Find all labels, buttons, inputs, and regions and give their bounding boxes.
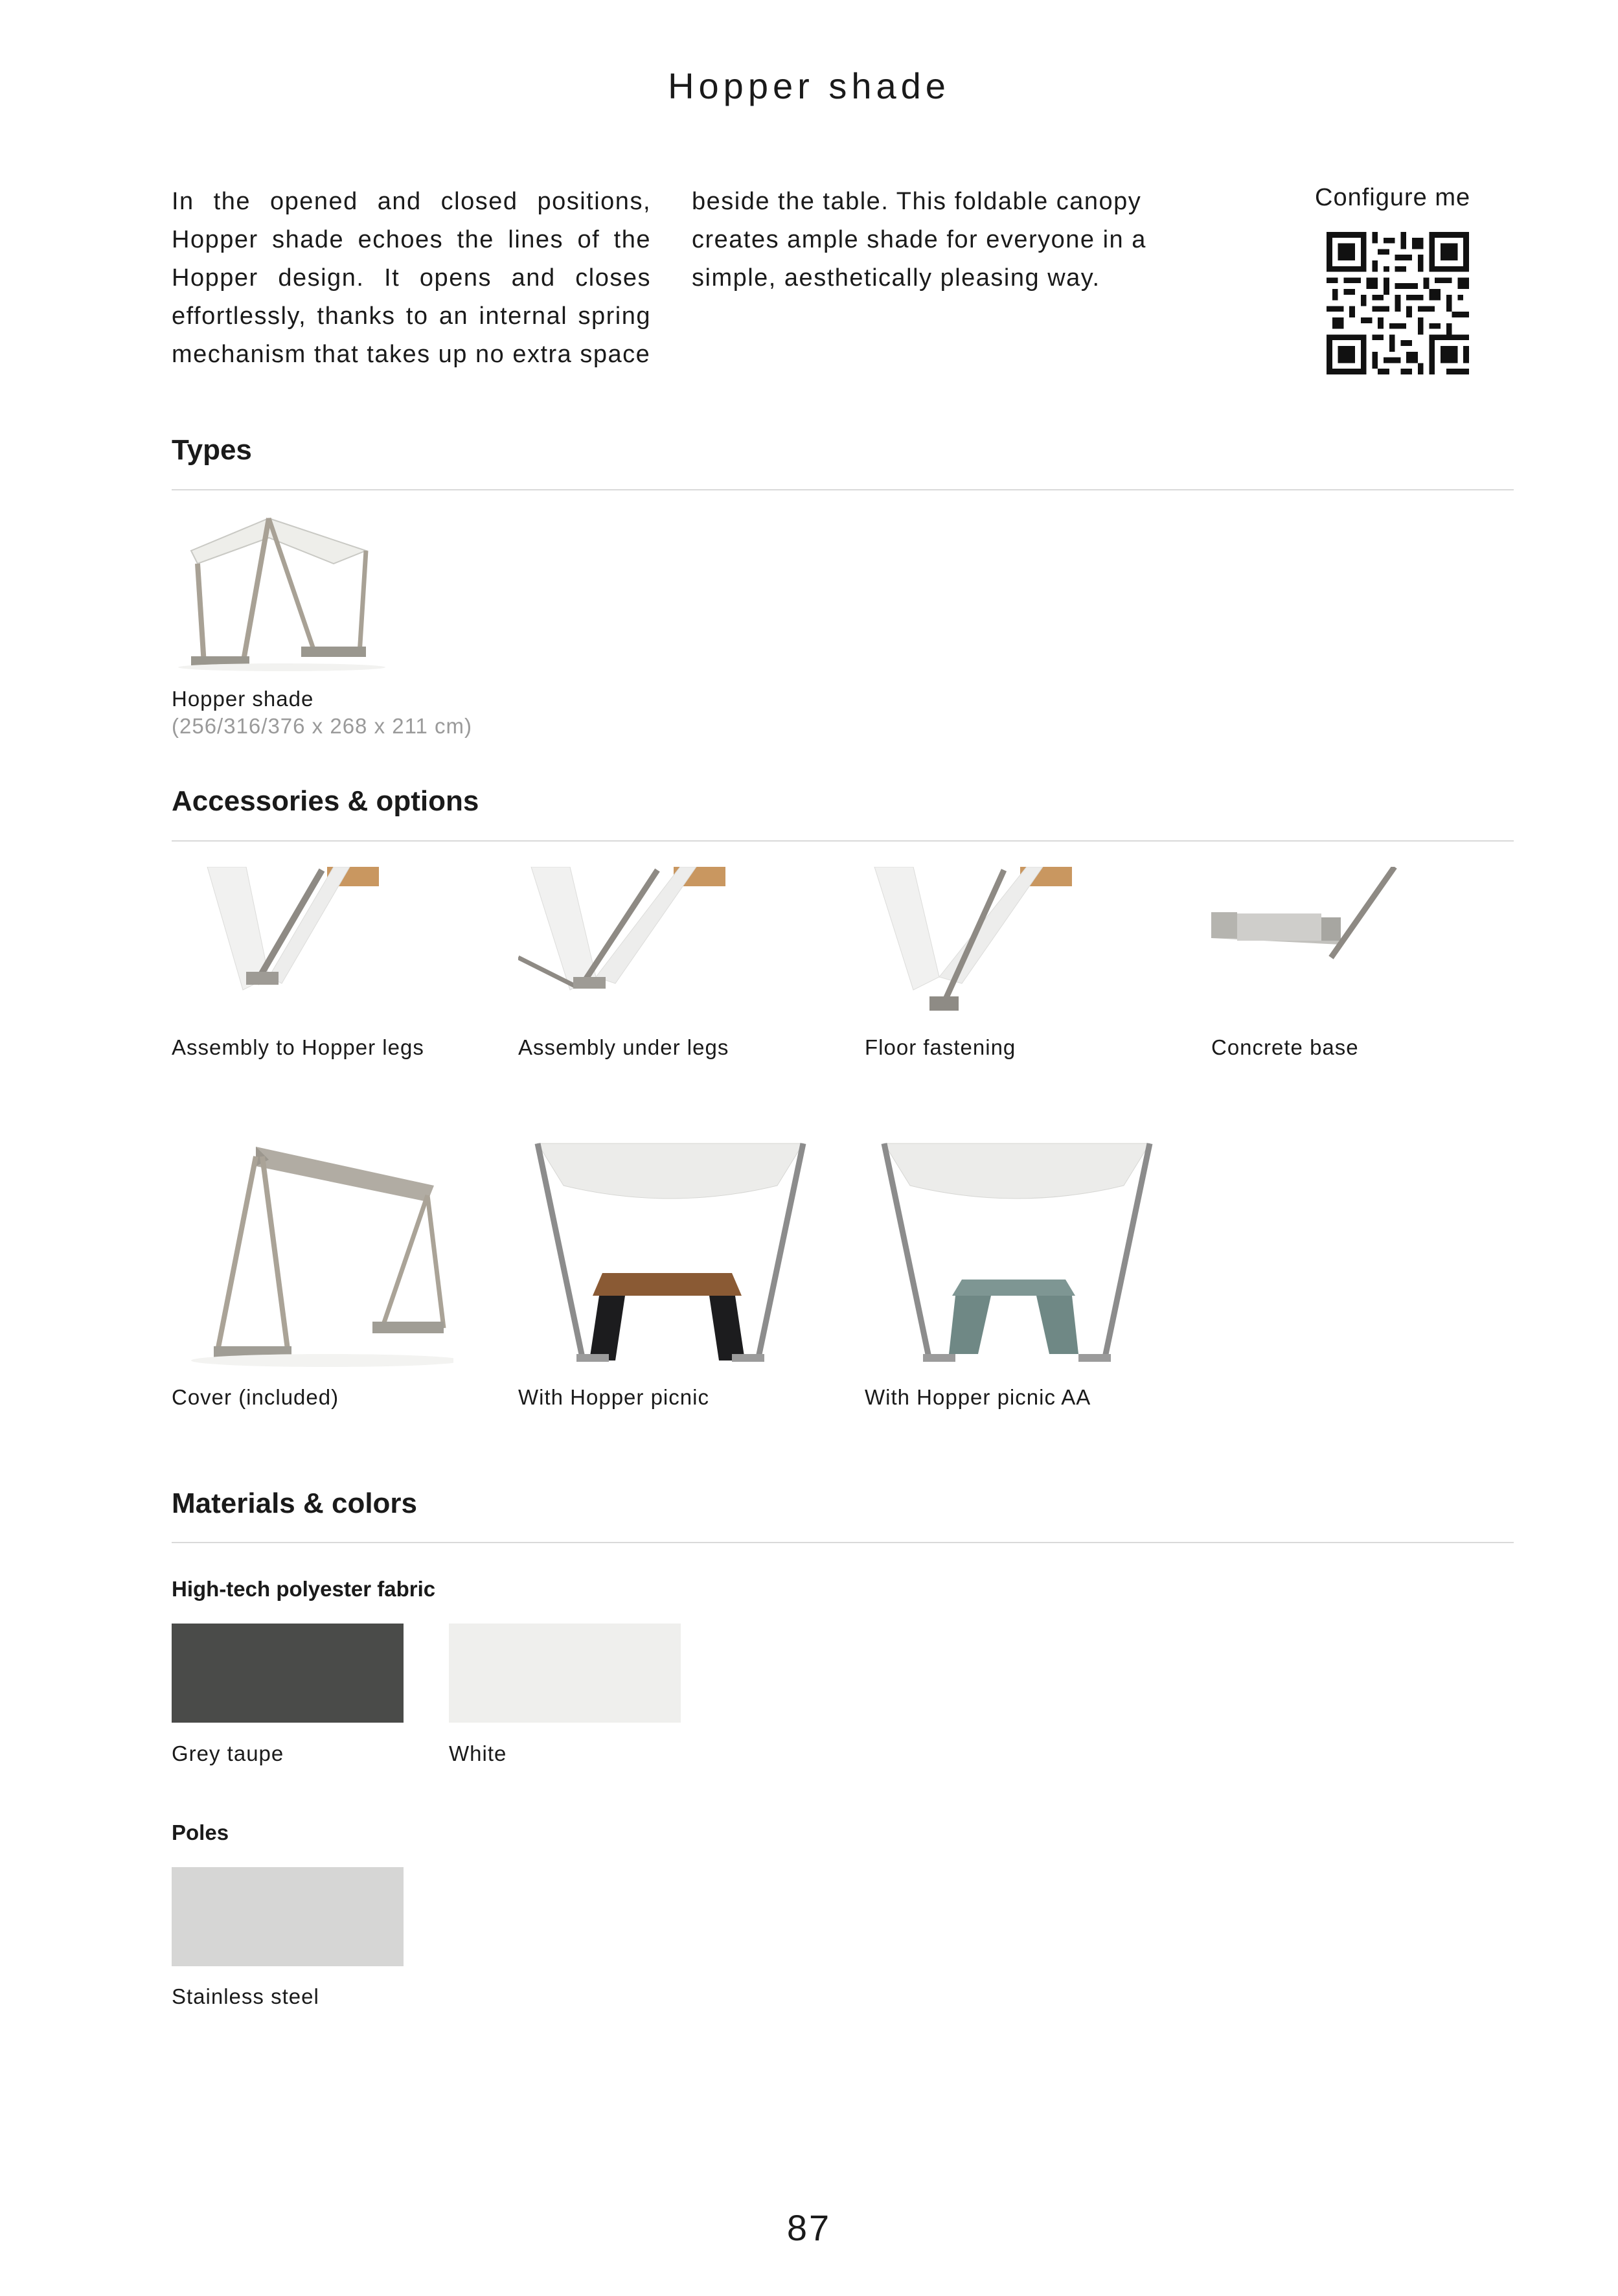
type-name: Hopper shade <box>172 687 314 711</box>
accessory-label: Assembly to Hopper legs <box>172 1035 424 1059</box>
type-dimensions: (256/316/376 x 268 x 211 cm) <box>172 714 472 738</box>
swatch-label: Stainless steel <box>172 1984 319 2008</box>
page-title: Hopper shade <box>668 65 950 106</box>
intro-text-column-1: In the opened and closed positions, Hopper shade echoes the lines of the Hopper design. It opens and closes effortlessly, thanks to an internal spring mechanism that takes up no extra space <box>172 188 651 368</box>
swatch-stainless-steel[interactable] <box>172 1867 404 1966</box>
swatch-grey-taupe[interactable] <box>172 1624 404 1723</box>
intro-text-column-2: beside the table. This foldable canopy creates ample shade for everyone in a simple, aesthetically pleasing way. <box>692 188 1146 292</box>
materials-heading: Materials & colors <box>172 1487 418 1519</box>
page-number: 87 <box>786 2207 832 2248</box>
assembly-under-legs-image <box>518 867 725 1022</box>
swatch-white[interactable] <box>449 1624 681 1723</box>
concrete-base-image <box>1211 867 1419 1022</box>
accessory-label: Cover (included) <box>172 1385 339 1409</box>
configure-me-label[interactable]: Configure me <box>1315 184 1471 211</box>
cover-included-image <box>172 1140 453 1370</box>
accessory-label: With Hopper picnic <box>518 1385 709 1409</box>
poles-subheading: Poles <box>172 1820 229 1844</box>
types-divider <box>172 489 1514 490</box>
assembly-to-hopper-legs-image <box>172 867 379 1022</box>
swatch-label: Grey taupe <box>172 1741 284 1765</box>
accessory-label: Assembly under legs <box>518 1035 729 1059</box>
accessory-label: Floor fastening <box>865 1035 1016 1059</box>
fabric-subheading: High-tech polyester fabric <box>172 1577 436 1601</box>
with-hopper-picnic-image <box>518 1140 816 1370</box>
with-hopper-picnic-aa-image <box>865 1140 1163 1370</box>
hopper-shade-image <box>172 515 395 674</box>
accessory-label: With Hopper picnic AA <box>865 1385 1091 1409</box>
materials-divider <box>172 1542 1514 1543</box>
qr-code-icon[interactable] <box>1327 232 1469 374</box>
swatch-label: White <box>449 1741 507 1765</box>
accessories-divider <box>172 840 1514 842</box>
accessory-label: Concrete base <box>1211 1035 1359 1059</box>
accessories-heading: Accessories & options <box>172 785 479 817</box>
types-heading: Types <box>172 434 252 466</box>
floor-fastening-image <box>865 867 1072 1022</box>
